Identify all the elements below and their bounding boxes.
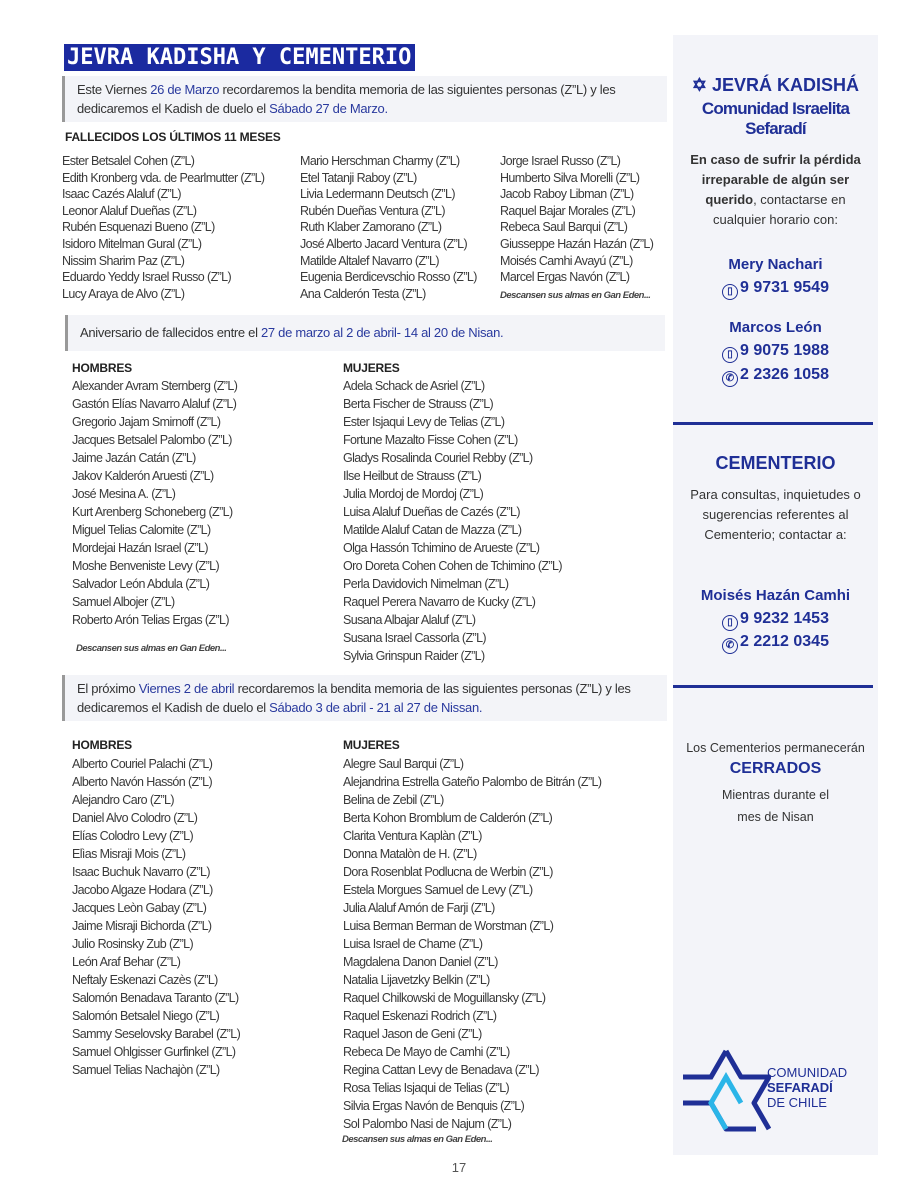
community-logo-icon bbox=[681, 1045, 771, 1135]
list-item: José Alberto Jacard Ventura (Z”L) bbox=[300, 236, 468, 251]
rip-note: Descansen sus almas en Gan Eden... bbox=[76, 643, 227, 654]
list-item: Livia Ledermann Deutsch (Z”L) bbox=[300, 187, 455, 202]
list-item: Edith Kronberg vda. de Pearlmutter (Z”L) bbox=[62, 170, 265, 185]
list-item: Matilde Alaluf Catan de Mazza (Z”L) bbox=[343, 523, 522, 537]
note-text: Este Viernes bbox=[77, 82, 151, 97]
list-item: Jacobo Algaze Hodara (Z”L) bbox=[72, 883, 213, 897]
list-col-2 bbox=[300, 153, 477, 302]
list-item: Alegre Saul Barqui (Z”L) bbox=[343, 757, 464, 771]
list-item: Eduardo Yeddy Israel Russo (Z”L) bbox=[62, 270, 232, 285]
list-item: Gregorio Jajam Smirnoff (Z”L) bbox=[72, 415, 221, 429]
list-item: Magdalena Danon Daniel (Z”L) bbox=[343, 955, 498, 969]
section-heading: FALLECIDOS LOS ÚLTIMOS 11 MESES bbox=[65, 130, 281, 144]
list-item: Alejandro Caro (Z”L) bbox=[72, 793, 174, 807]
cementerio-text: Para consultas, inquietudes o sugerencias referentes al Cementerio; contactar a: bbox=[690, 487, 861, 542]
list-item: Ruth Klaber Zamorano (Z”L) bbox=[300, 220, 442, 235]
list-item: Julia Alaluf Amón de Farji (Z”L) bbox=[343, 901, 495, 915]
list-item: Moshe Benveniste Levy (Z”L) bbox=[72, 559, 220, 573]
list-item: Jacob Raboy Libman (Z”L) bbox=[500, 187, 634, 202]
logo-line: SEFARADÍ bbox=[767, 1080, 833, 1095]
note-text: Aniversario de fallecidos entre el bbox=[80, 325, 261, 340]
list-item: Gastón Elías Navarro Alaluf (Z”L) bbox=[72, 397, 237, 411]
list-item: Nissim Sharim Paz (Z”L) bbox=[62, 253, 185, 268]
closed-label: CERRADOS bbox=[729, 760, 822, 777]
divider bbox=[673, 422, 873, 425]
list-item: Rebeca Saul Barqui (Z”L) bbox=[500, 220, 628, 235]
list-item: Fortune Mazalto Fisse Cohen (Z”L) bbox=[343, 433, 518, 447]
list-item: Humberto Silva Morelli (Z”L) bbox=[500, 170, 640, 185]
list-item: Jakov Kalderón Aruesti (Z”L) bbox=[72, 469, 214, 483]
list-item: León Araf Behar (Z”L) bbox=[72, 955, 181, 969]
list-item: Jaime Misraji Bichorda (Z”L) bbox=[72, 919, 212, 933]
list-item: Mario Herschman Charmy (Z”L) bbox=[300, 154, 460, 168]
men-list bbox=[72, 377, 237, 629]
phone-number[interactable]: 2 2326 1058 bbox=[740, 366, 829, 383]
list-item: José Mesina A. (Z”L) bbox=[72, 487, 176, 501]
list-item: Rosa Telias Isjaqui de Telias (Z”L) bbox=[343, 1081, 510, 1095]
phone-icon: ✆ bbox=[722, 371, 738, 387]
list-item: Isidoro Mitelman Gural (Z”L) bbox=[62, 236, 202, 251]
list-item: Adela Schack de Asriel (Z”L) bbox=[343, 379, 485, 393]
list-item: Rubén Dueñas Ventura (Z”L) bbox=[300, 203, 445, 218]
list-item: Eugenia Berdicevschio Rosso (Z”L) bbox=[300, 270, 477, 285]
list-item: Gladys Rosalinda Couriel Rebby (Z”L) bbox=[343, 451, 533, 465]
star-of-david-icon: ✡ bbox=[691, 75, 708, 95]
list-item: Luisa Alaluf Dueñas de Cazés (Z”L) bbox=[343, 505, 520, 519]
list-item: Donna Matalòn de H. (Z”L) bbox=[343, 847, 477, 861]
list-item: Belina de Zebil (Z”L) bbox=[343, 793, 444, 807]
men-heading: HOMBRES bbox=[72, 738, 132, 752]
org-title bbox=[673, 75, 878, 96]
list-item: Ilse Heilbut de Strauss (Z”L) bbox=[343, 469, 482, 483]
list-item: Raquel Perera Navarro de Kucky (Z”L) bbox=[343, 595, 536, 609]
list-item: Moisés Camhi Avayú (Z”L) bbox=[500, 253, 633, 268]
divider bbox=[673, 685, 873, 688]
list-item: Rubén Esquenazi Bueno (Z”L) bbox=[62, 220, 215, 235]
list-item: Alberto Navón Hassón (Z”L) bbox=[72, 775, 213, 789]
women-list bbox=[343, 755, 601, 1133]
list-item: Regina Cattan Levy de Benadava (Z”L) bbox=[343, 1063, 539, 1077]
contact-name: Mery Nachari bbox=[728, 256, 823, 273]
list-item: Alejandrina Estrella Gateño Palombo de Bitrán (Z”L) bbox=[343, 775, 602, 789]
note-next-friday bbox=[62, 675, 667, 721]
list-item: Julia Mordoj de Mordoj (Z”L) bbox=[343, 487, 484, 501]
mobile-phone-icon: ▯ bbox=[722, 615, 738, 631]
list-item: Luisa Berman Berman de Worstman (Z”L) bbox=[343, 919, 554, 933]
list-item: Miguel Telias Calomite (Z”L) bbox=[72, 523, 211, 537]
list-col-1 bbox=[62, 153, 265, 302]
list-item: Raquel Jason de Geni (Z”L) bbox=[343, 1027, 482, 1041]
men-list bbox=[72, 755, 240, 1079]
list-item: Jacques Betsalel Palombo (Z”L) bbox=[72, 433, 232, 447]
list-item: Silvia Ergas Navón de Benquis (Z”L) bbox=[343, 1099, 525, 1113]
list-item: Jacques Leòn Gabay (Z”L) bbox=[72, 901, 207, 915]
list-item: Samuel Ohlgisser Gurfinkel (Z”L) bbox=[72, 1045, 236, 1059]
note-this-friday bbox=[62, 76, 667, 122]
list-item: Kurt Arenberg Schoneberg (Z”L) bbox=[72, 505, 233, 519]
list-item: Sylvia Grinspun Raider (Z”L) bbox=[343, 649, 485, 663]
list-item: Ana Calderón Testa (Z”L) bbox=[300, 286, 426, 301]
contact-phone bbox=[673, 366, 878, 387]
note-date: Viernes 2 de abril bbox=[138, 681, 235, 696]
mobile-phone-icon: ▯ bbox=[722, 347, 738, 363]
men-heading: HOMBRES bbox=[72, 361, 132, 375]
list-item: Mordejai Hazán Israel (Z”L) bbox=[72, 541, 208, 555]
list-item: Alberto Couriel Palachi (Z”L) bbox=[72, 757, 213, 771]
list-item: Marcel Ergas Navón (Z”L) bbox=[500, 270, 630, 285]
list-item: Ester Betsalel Cohen (Z”L) bbox=[62, 154, 195, 168]
note-anniversary bbox=[65, 315, 665, 351]
list-item: Isaac Buchuk Navarro (Z”L) bbox=[72, 865, 210, 879]
sidebar bbox=[673, 35, 878, 1155]
list-item: Salvador León Abdula (Z”L) bbox=[72, 577, 210, 591]
org-subtitle: Comunidad Israelita Sefaradí bbox=[701, 99, 850, 138]
list-item: Jorge Israel Russo (Z”L) bbox=[500, 154, 621, 168]
intro-c: , contactarse en cualquier horario con: bbox=[712, 192, 846, 227]
phone-number[interactable]: 2 2212 0345 bbox=[740, 633, 829, 650]
logo-line: DE CHILE bbox=[767, 1095, 827, 1110]
intro-b: querido bbox=[705, 192, 754, 207]
page-title: JEVRA KADISHA Y CEMENTERIO bbox=[64, 44, 415, 71]
contact-mobile bbox=[673, 342, 878, 363]
list-item: Raquel Chilkowski de Moguillansky (Z”L) bbox=[343, 991, 546, 1005]
list-item: Etel Tatanji Raboy (Z”L) bbox=[300, 170, 417, 185]
list-item: Natalia Lijavetzky Belkin (Z”L) bbox=[343, 973, 490, 987]
list-item: Raquel Bajar Morales (Z”L) bbox=[500, 203, 636, 218]
list-item: Raquel Eskenazi Rodrich (Z”L) bbox=[343, 1009, 497, 1023]
page-number: 17 bbox=[451, 1160, 467, 1175]
intro-text bbox=[688, 150, 863, 230]
list-item: Matilde Altalef Navarro (Z”L) bbox=[300, 253, 439, 268]
list-item: Luisa Israel de Chame (Z”L) bbox=[343, 937, 483, 951]
women-heading: MUJERES bbox=[343, 361, 400, 375]
list-item: Perla Davidovich Nimelman (Z”L) bbox=[343, 577, 509, 591]
cementerio-title: CEMENTERIO bbox=[715, 453, 836, 473]
list-item: Elías Colodro Levy (Z”L) bbox=[72, 829, 194, 843]
logo-line: COMUNIDAD bbox=[767, 1065, 848, 1080]
logo-text bbox=[767, 1065, 847, 1110]
list-item: Samuel Telias Nachajòn (Z”L) bbox=[72, 1063, 220, 1077]
intro-a: En caso de sufrir la pérdida irreparable de algún ser bbox=[690, 152, 861, 187]
list-item: Ester Isjaqui Levy de Telias (Z”L) bbox=[343, 415, 505, 429]
contact-mobile bbox=[673, 610, 878, 631]
list-item: Estela Morgues Samuel de Levy (Z”L) bbox=[343, 883, 533, 897]
list-item: Rebeca De Mayo de Camhi (Z”L) bbox=[343, 1045, 510, 1059]
note-date: Sábado 27 de Marzo. bbox=[269, 101, 388, 116]
list-item: Berta Fischer de Strauss (Z”L) bbox=[343, 397, 494, 411]
list-item: Susana Albajar Alaluf (Z”L) bbox=[343, 613, 476, 627]
list-col-3 bbox=[500, 153, 653, 286]
note-date: 26 de Marzo bbox=[150, 82, 220, 97]
list-item: Clarita Ventura Kaplàn (Z”L) bbox=[343, 829, 482, 843]
note-date: Sábado 3 de abril - 21 al 27 de Nissan. bbox=[269, 700, 483, 715]
list-item: Salomón Benadava Taranto (Z”L) bbox=[72, 991, 239, 1005]
list-item: Samuel Albojer (Z”L) bbox=[72, 595, 175, 609]
list-item: Daniel Alvo Colodro (Z”L) bbox=[72, 811, 198, 825]
closed-text: Los Cementerios permanecerán bbox=[686, 741, 865, 755]
list-item: Sammy Seselovsky Barabel (Z”L) bbox=[72, 1027, 241, 1041]
list-item: Lucy Araya de Alvo (Z”L) bbox=[62, 286, 185, 301]
contact-mobile bbox=[673, 279, 878, 300]
mobile-number[interactable]: 9 9075 1988 bbox=[740, 342, 829, 359]
women-heading: MUJERES bbox=[343, 738, 400, 752]
women-list bbox=[343, 377, 562, 665]
list-item: Sol Palombo Nasi de Najum (Z”L) bbox=[343, 1117, 512, 1131]
phone-icon: ✆ bbox=[722, 638, 738, 654]
list-item: Olga Hassón Tchimino de Arueste (Z”L) bbox=[343, 541, 540, 555]
list-item: Neftaly Eskenazi Cazès (Z”L) bbox=[72, 973, 218, 987]
list-item: Giusseppe Hazán Hazán (Z”L) bbox=[500, 236, 654, 251]
list-item: Oro Doreta Cohen Cohen de Tchimino (Z”L) bbox=[343, 559, 562, 573]
list-item: Julio Rosinsky Zub (Z”L) bbox=[72, 937, 194, 951]
list-item: Susana Israel Cassorla (Z”L) bbox=[343, 631, 486, 645]
note-date: 27 de marzo al 2 de abril- 14 al 20 de Nisan. bbox=[261, 325, 504, 340]
rip-note: Descansen sus almas en Gan Eden... bbox=[342, 1134, 493, 1145]
list-item: Berta Kohon Bromblum de Calderón (Z”L) bbox=[343, 811, 553, 825]
rip-note: Descansen sus almas en Gan Eden... bbox=[500, 290, 651, 301]
closed-detail: Mientras durante el mes de Nisan bbox=[721, 788, 829, 824]
note-text: recordaremos la bendita memoria de las siguientes personas (Z”L) y les dedicaremos el Kadish de duelo el bbox=[77, 681, 631, 715]
note-text: El próximo bbox=[77, 681, 139, 696]
mobile-phone-icon: ▯ bbox=[722, 284, 738, 300]
list-item: Isaac Cazés Alaluf (Z”L) bbox=[62, 187, 181, 202]
list-item: Dora Rosenblat Podlucna de Werbin (Z”L) bbox=[343, 865, 553, 879]
list-item: Roberto Arón Telias Ergas (Z”L) bbox=[72, 613, 229, 627]
list-item: Leonor Alaluf Dueñas (Z”L) bbox=[62, 203, 197, 218]
list-item: Alexander Avram Sternberg (Z”L) bbox=[72, 379, 238, 393]
note-text: recordaremos la bendita memoria de las siguientes personas (Z”L) y les dedicaremos el Kadish de duelo el bbox=[77, 82, 616, 116]
list-item: Elìas Misraji Mois (Z”L) bbox=[72, 847, 186, 861]
org-title-text: JEVRÁ KADISHÁ bbox=[712, 75, 860, 95]
contact-name: Marcos León bbox=[729, 319, 822, 336]
list-item: Salomón Betsalel Niego (Z”L) bbox=[72, 1009, 220, 1023]
mobile-number[interactable]: 9 9731 9549 bbox=[740, 279, 829, 296]
contact-name: Moisés Hazán Camhi bbox=[700, 587, 851, 604]
contact-phone bbox=[673, 633, 878, 654]
mobile-number[interactable]: 9 9232 1453 bbox=[740, 610, 829, 627]
list-item: Jaime Jazán Catán (Z”L) bbox=[72, 451, 196, 465]
